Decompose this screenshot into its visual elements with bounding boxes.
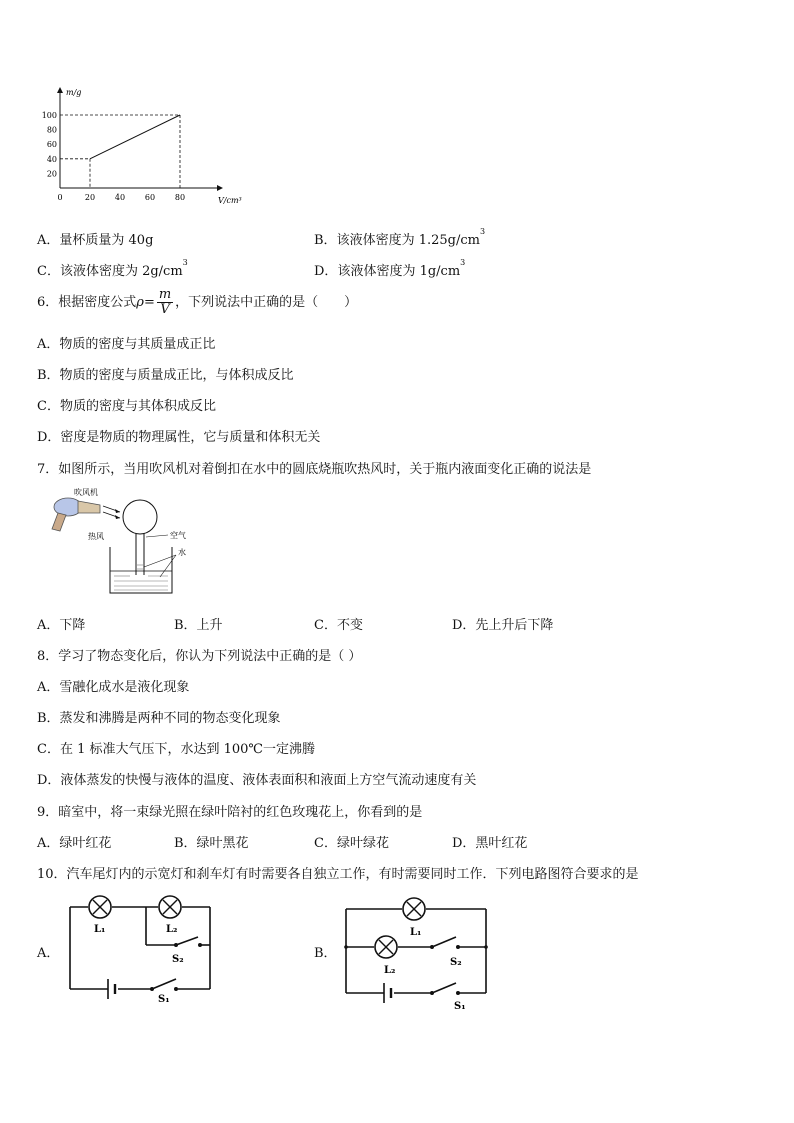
- q8-option-c: C．在 1 标准大气压下，水达到 100℃一定沸腾: [37, 742, 315, 757]
- lamp-l1-icon: [403, 898, 425, 920]
- q8-option-b: B．蒸发和沸腾是两种不同的物态变化现象: [37, 711, 281, 726]
- density-fraction: $\frac{m}{V}$: [158, 287, 172, 317]
- water-label: 水: [178, 548, 186, 557]
- q5-option-c: C．该液体密度为 $2g/cm^3$: [37, 258, 188, 279]
- circuit-a-l2-label: L₂: [166, 924, 178, 935]
- circuit-b-s2-label: S₂: [450, 957, 462, 968]
- q8-option-d: D．液体蒸发的快慢与液体的温度、液体表面积和液面上方空气流动速度有关: [37, 773, 477, 788]
- q6-stem: 6．根据密度公式ρ= $\frac{m}{V}$ ，下列说法中正确的是（ ）: [37, 287, 358, 317]
- q7-stem: 7．如图所示，当用吹风机对着倒扣在水中的圆底烧瓶吹热风时，关于瓶内液面变化正确的说法是: [37, 462, 592, 477]
- y-axis-label: m/g: [66, 88, 82, 97]
- y-tick-label: 20: [46, 169, 57, 179]
- q5-option-d: D．该液体密度为 $1g/cm^3$: [314, 258, 466, 279]
- q7-option-a: A．下降: [37, 618, 86, 633]
- q7-option-d: D．先上升后下降: [452, 618, 554, 633]
- circuit-a-l1-label: L₁: [94, 924, 106, 935]
- q6-option-b: B．物质的密度与质量成正比，与体积成反比: [37, 368, 294, 383]
- lamp-l2-icon: [375, 936, 397, 958]
- circuit-diagram-a: [62, 893, 222, 1003]
- lamp-l1-icon: [89, 896, 111, 918]
- q8-stem: 8．学习了物态变化后，你认为下列说法中正确的是（ ）: [37, 649, 362, 664]
- y-tick-label: 40: [46, 154, 57, 164]
- air-label: 空气: [170, 531, 186, 540]
- circuit-diagram-b: [340, 893, 500, 1013]
- q9-option-c: C．绿叶绿花: [314, 836, 389, 851]
- hair-dryer-icon: [52, 498, 100, 531]
- x-tick-label: 80: [174, 193, 186, 202]
- q7-option-b: B．上升: [174, 618, 223, 633]
- hot-air-label: 热风: [88, 532, 104, 541]
- y-tick-label: 60: [46, 140, 57, 150]
- dryer-label: 吹风机: [74, 488, 98, 497]
- y-tick-label: 80: [46, 125, 57, 135]
- q9-option-a: A．绿叶红花: [37, 836, 112, 851]
- q10-option-a-label: A．: [37, 946, 60, 961]
- circuit-a-s2-label: S₂: [172, 954, 184, 965]
- y-tick-label: 100: [41, 111, 57, 120]
- q5-option-b: B．该液体密度为 $1.25g/cm^3$: [314, 227, 486, 248]
- x-tick-label: 60: [144, 193, 156, 202]
- q6-option-c: C．物质的密度与其体积成反比: [37, 399, 216, 414]
- x-tick-label: 40: [114, 193, 126, 202]
- q7-option-c: C．不变: [314, 618, 363, 633]
- circuit-b-s1-label: S₁: [454, 1001, 466, 1012]
- circuit-a-s1-label: S₁: [158, 994, 170, 1003]
- q8-option-a: A．雪融化成水是液化现象: [37, 680, 190, 695]
- beaker-icon: [110, 547, 172, 593]
- mass-volume-line: [90, 115, 180, 159]
- q9-option-d: D．黑叶红花: [452, 836, 528, 851]
- q5-option-a: A．量杯质量为 40g: [37, 233, 154, 248]
- x-tick-label: 20: [84, 193, 96, 202]
- lamp-l2-icon: [159, 896, 181, 918]
- q6-option-d: D．密度是物质的物理属性，它与质量和体积无关: [37, 430, 321, 445]
- x-axis-label: V/cm³: [218, 196, 242, 205]
- q10-stem: 10．汽车尾灯内的示宽灯和刹车灯有时需要各自独立工作，有时需要同时工作．下列电路图符合要求的是: [37, 867, 639, 882]
- q6-option-a: A．物质的密度与其质量成正比: [37, 337, 216, 352]
- q9-option-b: B．绿叶黑花: [174, 836, 249, 851]
- q9-stem: 9．暗室中，将一束绿光照在绿叶陪衬的红色玫瑰花上，你看到的是: [37, 805, 423, 820]
- mass-volume-graph: [30, 82, 260, 212]
- circuit-b-l1-label: L₁: [410, 927, 422, 938]
- q10-option-b-label: B．: [314, 946, 337, 961]
- circuit-b-l2-label: L₂: [384, 965, 396, 976]
- hair-dryer-flask-figure: [40, 485, 220, 600]
- x-tick-label: 0: [57, 193, 63, 202]
